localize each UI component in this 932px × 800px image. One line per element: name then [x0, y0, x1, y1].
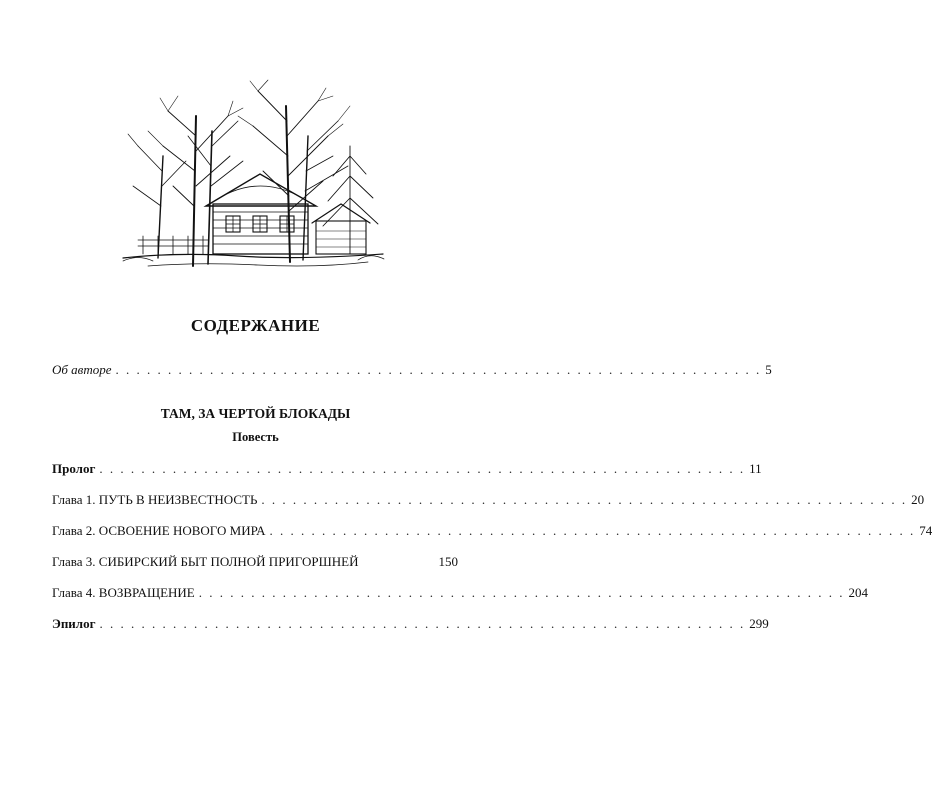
dot-leader: . . . . . . . . . . . . . . . . . . . . . . . . . . . . . . . . . . . . . . . . . . . . . . . . . . . . . . . . . . . . . . [269, 523, 916, 538]
toc-entry-label: Об авторе [52, 362, 112, 377]
toc-entry-prologue[interactable] [52, 461, 762, 477]
toc-entry-chapter-1[interactable] [52, 492, 925, 508]
story-title: ТАМ, ЗА ЧЕРТОЙ БЛОКАДЫ [160, 406, 351, 421]
toc-entry-about-author[interactable] [52, 362, 772, 378]
toc-entry-chapter-4[interactable] [52, 585, 869, 601]
dot-leader: . . . . . . . . . . . . . . . . . . . . . . . . . . . . . . . . . . . . . . . . . . . . . . . . . . . . . . . . . . . . . . [115, 362, 762, 377]
toc-entry-chapter-3[interactable] [52, 554, 458, 570]
toc-entry-page: 5 [765, 362, 772, 377]
toc-entry-page: 204 [848, 585, 869, 600]
contents-title: СОДЕРЖАНИЕ [190, 316, 321, 335]
winter-house-illustration [118, 76, 388, 276]
toc-entry-label: Глава 2. ОСВОЕНИЕ НОВОГО МИРА [52, 523, 266, 538]
toc-entry-chapter-2[interactable] [52, 523, 932, 539]
story-subtitle: Повесть [232, 430, 279, 444]
toc-entry-label: Эпилог [52, 616, 96, 631]
toc-entry-label: Глава 1. ПУТЬ В НЕИЗВЕСТНОСТЬ [52, 492, 258, 507]
toc-entry-page: 11 [749, 461, 762, 476]
toc-entry-page: 74 [919, 523, 932, 538]
toc-entry-label: Глава 4. ВОЗВРАЩЕНИЕ [52, 585, 195, 600]
toc-entry-page: 150 [438, 554, 458, 569]
toc-entry-label: Глава 3. СИБИРСКИЙ БЫТ ПОЛНОЙ ПРИГОРШНЕЙ [52, 554, 359, 569]
dot-leader: . . . . . . . . . . . . . . . . . . . . . . . . . . . . . . . . . . . . . . . . . . . . . . . . . . . . . . . . . . . . . . [261, 492, 908, 507]
dot-leader: . . . . . . . . . . . . . . . . . . . . . . . . . . . . . . . . . . . . . . . . . . . . . . . . . . . . . . . . . . . . . . [198, 585, 845, 600]
toc-entry-epilogue[interactable] [52, 616, 769, 632]
toc-entry-page: 299 [749, 616, 769, 631]
toc-entry-page: 20 [911, 492, 925, 507]
dot-leader: . . . . . . . . . . . . . . . . . . . . . . . . . . . . . . . . . . . . . . . . . . . . . . . . . . . . . . . . . . . . . . [99, 616, 746, 631]
dot-leader: . . . . . . . . . . . . . . . . . . . . . . . . . . . . . . . . . . . . . . . . . . . . . . . . . . . . . . . . . . . . . . [99, 461, 746, 476]
toc-entry-label: Пролог [52, 461, 96, 476]
